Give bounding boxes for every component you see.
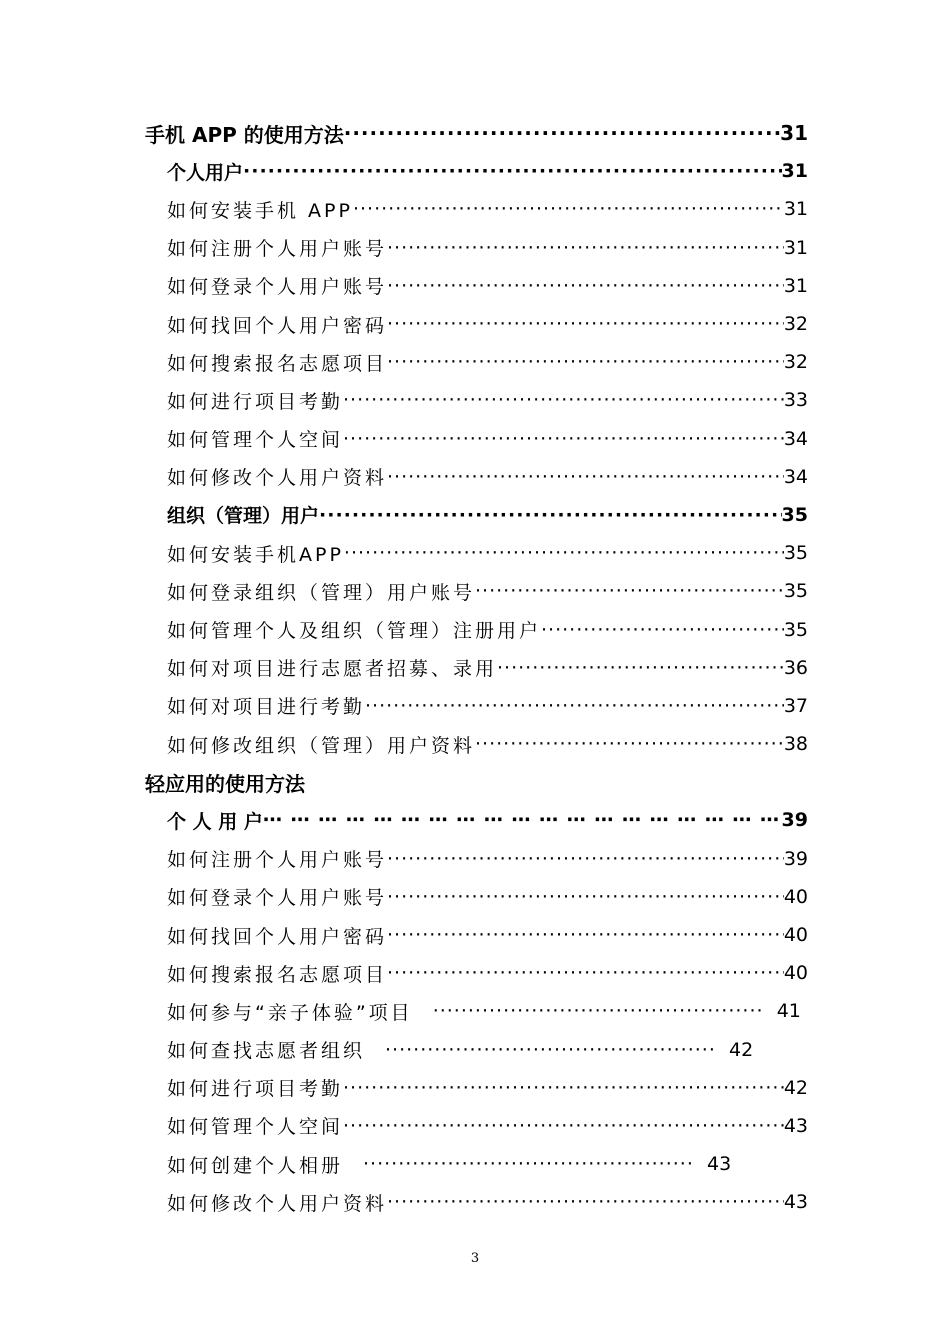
dot-leader bbox=[319, 504, 782, 526]
toc-entry-title: 如何修改组织（管理）用户资料 bbox=[167, 734, 476, 757]
toc-entry[interactable] bbox=[0, 229, 808, 267]
toc-entry-title: 如何搜索报名志愿项目 bbox=[167, 963, 388, 986]
toc-entry-page: 35 bbox=[781, 503, 808, 526]
toc-entry-page: 37 bbox=[783, 694, 808, 717]
toc-entry-page: 33 bbox=[783, 389, 808, 412]
dot-leader bbox=[387, 275, 784, 297]
toc-entry-page: 43 bbox=[707, 1153, 732, 1176]
dot-leader bbox=[243, 160, 782, 182]
dot-leader bbox=[263, 809, 782, 831]
dot-leader bbox=[343, 1115, 784, 1137]
toc-entry-page: 40 bbox=[783, 924, 808, 947]
toc-entry-page: 35 bbox=[783, 618, 808, 641]
dot-leader bbox=[353, 198, 784, 220]
toc-section-heading[interactable] bbox=[0, 114, 808, 152]
toc-entry-page: 35 bbox=[783, 542, 808, 565]
toc-subsection-heading[interactable] bbox=[0, 496, 808, 534]
dot-leader bbox=[387, 237, 784, 259]
toc-entry-title: 如何找回个人用户密码 bbox=[167, 925, 388, 948]
toc-entry[interactable] bbox=[0, 1107, 808, 1145]
dot-leader bbox=[433, 1000, 763, 1022]
toc-entry[interactable] bbox=[0, 1183, 808, 1221]
toc-section-heading[interactable] bbox=[0, 763, 808, 801]
toc-entry-title: 如何登录组织（管理）用户账号 bbox=[167, 581, 476, 604]
toc-entry[interactable] bbox=[0, 343, 808, 381]
dot-leader bbox=[387, 962, 784, 984]
toc-entry-title: 如何找回个人用户密码 bbox=[167, 314, 388, 337]
dot-leader bbox=[387, 886, 784, 908]
toc-entry-page: 36 bbox=[783, 656, 808, 679]
toc-entry-title: 如何安装手机 APP bbox=[167, 199, 353, 222]
toc-entry-title: 个 人 用 户 bbox=[167, 810, 263, 833]
toc-entry[interactable] bbox=[0, 267, 808, 305]
toc-entry[interactable] bbox=[0, 420, 808, 458]
dot-leader bbox=[363, 1153, 693, 1175]
toc-entry[interactable] bbox=[0, 610, 808, 648]
dot-leader bbox=[343, 389, 784, 411]
dot-leader bbox=[385, 1039, 715, 1061]
toc-entry-page: 41 bbox=[776, 1000, 801, 1023]
toc-entry-page: 31 bbox=[780, 121, 808, 146]
toc-entry[interactable] bbox=[0, 687, 808, 725]
toc-entry-title: 如何注册个人用户账号 bbox=[167, 238, 388, 261]
dot-leader bbox=[344, 121, 780, 145]
dot-leader bbox=[387, 1191, 784, 1213]
toc-entry-title: 如何登录个人用户账号 bbox=[167, 887, 388, 910]
toc-entry[interactable] bbox=[0, 1145, 808, 1183]
toc-entry-title: 如何注册个人用户账号 bbox=[167, 849, 388, 872]
toc-entry-title: 如何登录个人用户账号 bbox=[167, 276, 388, 299]
toc-entry[interactable] bbox=[0, 305, 808, 343]
toc-entry[interactable] bbox=[0, 572, 808, 610]
toc-entry[interactable] bbox=[0, 458, 808, 496]
toc-entry-title: 个人用户 bbox=[167, 161, 244, 184]
toc-entry[interactable] bbox=[0, 649, 808, 687]
page-number: 3 bbox=[470, 1251, 480, 1266]
toc-entry-page: 43 bbox=[783, 1114, 808, 1137]
dot-leader bbox=[497, 657, 784, 679]
toc-entry-title: 如何进行项目考勤 bbox=[167, 390, 344, 413]
toc-entry[interactable] bbox=[0, 992, 808, 1030]
toc-entry-title: 如何创建个人相册 bbox=[167, 1154, 344, 1177]
toc-entry-page: 34 bbox=[783, 427, 808, 450]
dot-leader bbox=[387, 848, 784, 870]
toc-entry[interactable] bbox=[0, 1069, 808, 1107]
toc-entry-page: 31 bbox=[781, 160, 808, 183]
toc-entry-title: 如何查找志愿者组织 bbox=[167, 1040, 366, 1063]
dot-leader bbox=[344, 542, 784, 564]
dot-leader bbox=[387, 351, 784, 373]
dot-leader bbox=[475, 580, 784, 602]
toc-entry[interactable] bbox=[0, 840, 808, 878]
toc-entry-page: 39 bbox=[783, 847, 808, 870]
toc-entry-title: 组织（管理）用户 bbox=[167, 505, 320, 528]
toc-entry-page: 42 bbox=[729, 1038, 754, 1061]
toc-entry-title: 手机 APP 的使用方法 bbox=[145, 122, 344, 147]
toc-entry-page: 31 bbox=[783, 274, 808, 297]
toc-entry-title: 如何管理个人空间 bbox=[167, 1116, 344, 1139]
toc-entry-title: 如何参与“亲子体验”项目 bbox=[167, 1001, 413, 1024]
toc-entry-page: 32 bbox=[783, 313, 808, 336]
toc-entry-title: 如何搜索报名志愿项目 bbox=[167, 352, 388, 375]
dot-leader bbox=[365, 695, 784, 717]
toc-entry-title: 轻应用的使用方法 bbox=[145, 771, 305, 796]
toc-entry-page: 35 bbox=[783, 580, 808, 603]
toc-subsection-heading[interactable] bbox=[0, 801, 808, 839]
toc-entry-title: 如何对项目进行考勤 bbox=[167, 696, 366, 719]
toc-entry-title: 如何进行项目考勤 bbox=[167, 1078, 344, 1101]
toc-entry-title: 如何修改个人用户资料 bbox=[167, 1192, 388, 1215]
toc-entry-page: 43 bbox=[783, 1191, 808, 1214]
toc-entry-page: 38 bbox=[783, 733, 808, 756]
toc-entry[interactable] bbox=[0, 725, 808, 763]
toc-entry-page: 40 bbox=[783, 885, 808, 908]
dot-leader bbox=[541, 619, 784, 641]
toc-entry-page: 32 bbox=[783, 351, 808, 374]
toc-entry-page: 31 bbox=[783, 198, 808, 221]
toc-entry-title: 如何安装手机APP bbox=[167, 543, 344, 566]
dot-leader bbox=[387, 924, 784, 946]
toc-entry-page: 42 bbox=[783, 1076, 808, 1099]
toc-entry-title: 如何管理个人及组织（管理）注册用户 bbox=[167, 620, 542, 643]
toc-entry-page: 31 bbox=[783, 236, 808, 259]
toc-entry-title: 如何修改个人用户资料 bbox=[167, 467, 388, 490]
toc-entry[interactable] bbox=[0, 878, 808, 916]
toc-entry-page: 39 bbox=[781, 809, 808, 832]
toc-entry-page: 34 bbox=[783, 465, 808, 488]
dot-leader bbox=[387, 466, 784, 488]
toc-entry[interactable] bbox=[0, 954, 808, 992]
toc-entry-page: 40 bbox=[783, 962, 808, 985]
toc-entry[interactable] bbox=[0, 190, 808, 228]
toc-entry-title: 如何对项目进行志愿者招募、录用 bbox=[167, 658, 498, 681]
table-of-contents bbox=[0, 114, 950, 1221]
toc-subsection-heading[interactable] bbox=[0, 152, 808, 190]
toc-entry[interactable] bbox=[0, 1031, 808, 1069]
dot-leader bbox=[343, 428, 784, 450]
toc-entry[interactable] bbox=[0, 916, 808, 954]
toc-entry[interactable] bbox=[0, 381, 808, 419]
toc-entry[interactable] bbox=[0, 534, 808, 572]
dot-leader bbox=[387, 313, 784, 335]
dot-leader bbox=[343, 1077, 784, 1099]
toc-entry-title: 如何管理个人空间 bbox=[167, 429, 344, 452]
dot-leader bbox=[475, 733, 784, 755]
